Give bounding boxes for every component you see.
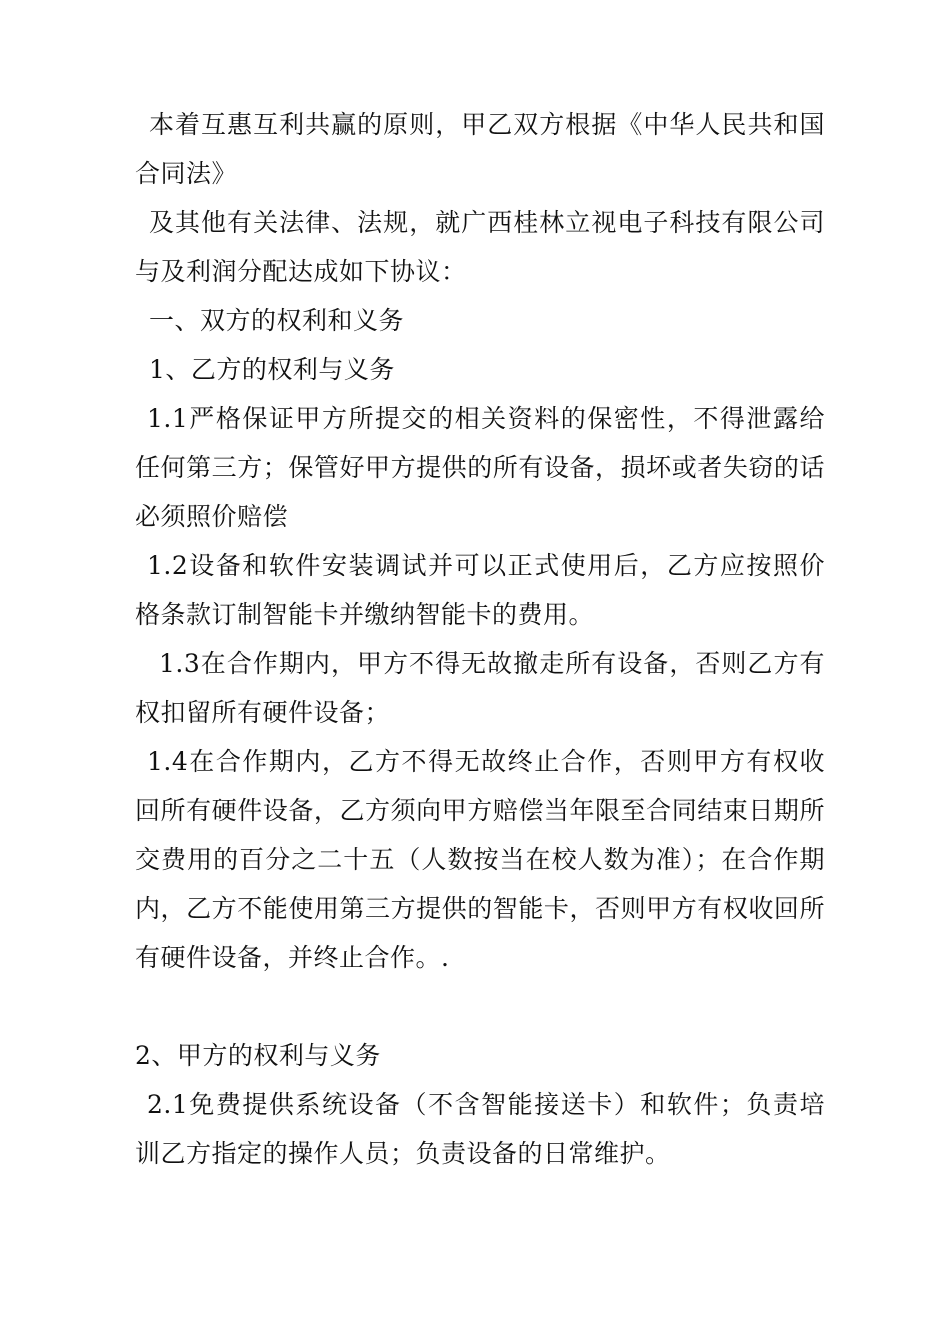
clause-1-2: 1.2设备和软件安装调试并可以正式使用后，乙方应按照价格条款订制智能卡并缴纳智能卡的费用。 <box>135 551 825 629</box>
clause-1-3: 1.3在合作期内，甲方不得无故撤走所有设备，否则乙方有权扣留所有硬件设备； <box>135 649 825 727</box>
blank-line <box>135 982 825 1031</box>
clause-1-1: 1.1严格保证甲方所提交的相关资料的保密性，不得泄露给任何第三方；保管好甲方提供的所有设备，损坏或者失窃的话必须照价赔偿 <box>135 404 825 531</box>
document-body <box>135 100 825 1178</box>
paragraph-preamble: 本着互惠互利共赢的原则，甲乙双方根据《中华人民共和国合同法》 <box>135 110 825 188</box>
clause-2-1: 2.1免费提供系统设备（不含智能接送卡）和软件；负责培训乙方指定的操作人员；负责设备的日常维护。 <box>135 1090 825 1168</box>
subsection-heading-party-b: 1、乙方的权利与义务 <box>149 355 395 384</box>
clause-1-4: 1.4在合作期内，乙方不得无故终止合作，否则甲方有权收回所有硬件设备，乙方须向甲方赔偿当年限至合同结束日期所交费用的百分之二十五（人数按当在校人数为准）；在合作期内，乙方不能使用第三方提供的智能卡，否则甲方有权收回所有硬件设备，并终止合作。. <box>135 747 825 972</box>
paragraph-basis: 及其他有关法律、法规，就广西桂林立视电子科技有限公司与及利润分配达成如下协议： <box>135 208 825 286</box>
section-heading-rights: 一、双方的权利和义务 <box>149 306 405 335</box>
subsection-heading-party-a: 2、甲方的权利与义务 <box>135 1041 381 1070</box>
